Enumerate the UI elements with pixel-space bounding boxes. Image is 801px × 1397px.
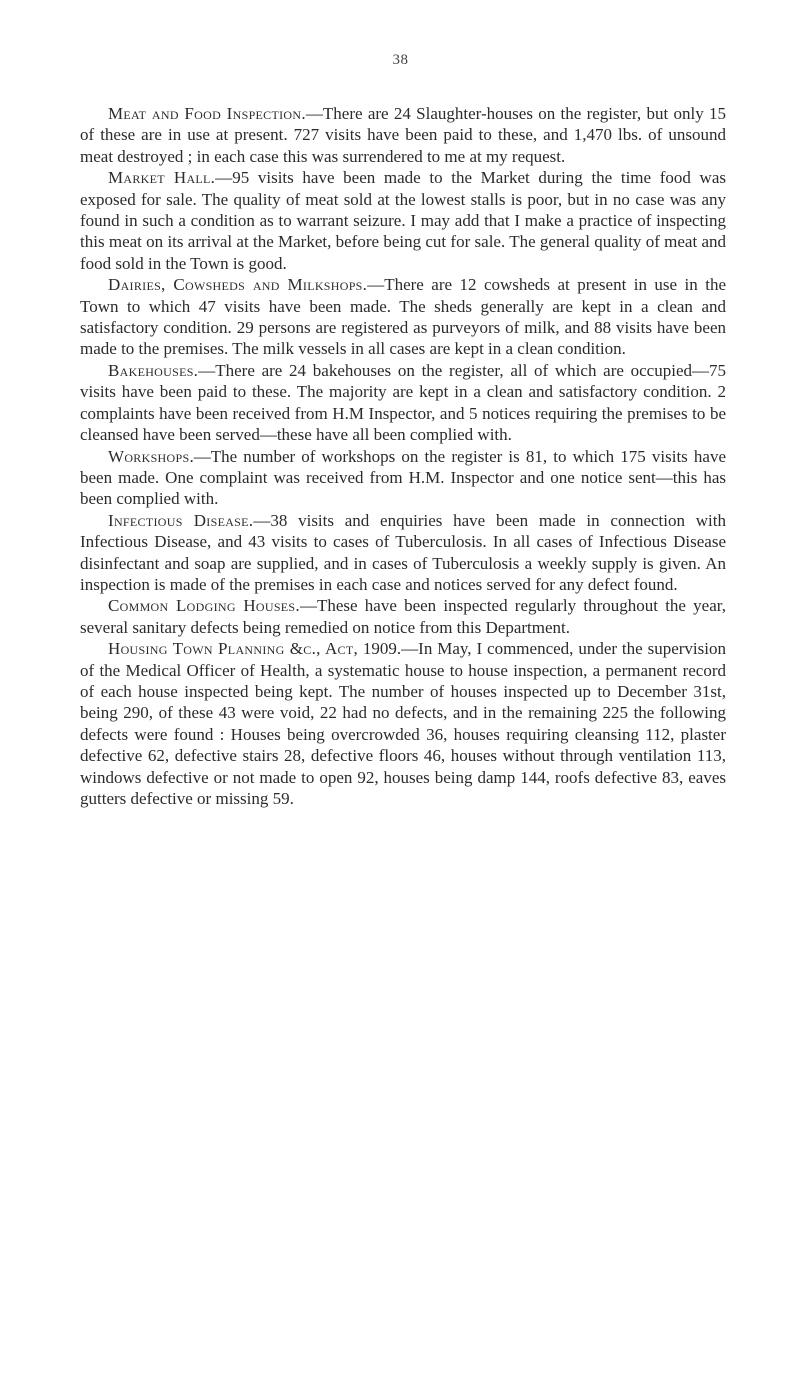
section-heading: Infectious Disease. xyxy=(108,510,254,530)
section-heading: Common Lodging Houses. xyxy=(108,596,300,616)
section-heading: Housing Town Planning &c., Act, xyxy=(108,639,359,659)
paragraph-common-lodging-houses xyxy=(80,595,726,638)
paragraph-text: —There are 24 Slaughter-houses on the register, but only 15 of these are in use at present. 727 visits have been paid to these, and 1,470 lbs. of unsound meat destroyed ; in each case this was surrendered to me at my request. xyxy=(80,104,726,166)
paragraph-text: —These have been inspected regularly throughout the year, several sanitary defects being remedied on notice from this Department. xyxy=(80,596,727,637)
paragraph-workshops xyxy=(80,446,726,510)
paragraph-market-hall xyxy=(80,167,726,274)
page-number: 38 xyxy=(392,52,409,68)
section-heading: Workshops xyxy=(108,446,190,466)
paragraph-dairies-cowsheds xyxy=(80,274,726,360)
paragraph-text: —There are 24 bakehouses on the register, all of which are occupied—75 visits have been paid to these. The majority are kept in a clean and satisfactory condition. 2 complaints have been received from H.M Inspector, and 5 notices requiring the premises to be cleansed have been served—these have all been complied with. xyxy=(80,360,726,445)
paragraph-text: 1909.—In May, I commenced, under the supervision of the Medical Officer of Health, a systematic house to house inspection, a permanent record of each house inspected being kept. The number of houses inspected up to December 31st, being 290, of these 43 were void, 22 had no defects, and in the remaining 225 the following defects were found : Houses being overcrowded 36, houses requiring cleansing 112, plaster defective 62, defective stairs 28, defective floors 46, houses without through ventilation 113, windows defective or not made to open 92, houses being damp 144, roofs defective 83, eaves gutters defective or missing 59. xyxy=(80,639,726,808)
body-text xyxy=(80,103,726,809)
paragraph-text: .—The number of workshops on the register is 81, to which 175 visits have been made. One complaint was received from H.M. Inspector and one notice sent—this has been complied with. xyxy=(80,446,726,509)
paragraph-text: —95 visits have been made to the Market during the time food was exposed for sale. The quality of meat sold at the lowest stalls is poor, but in no case was any found in such a condition as to warrant seizure. I may add that I make a practice of inspecting this meat on its arrival at the Market, before being cut for sale. The general quality of meat and food sold in the Town is good. xyxy=(80,168,726,273)
paragraph-housing-town-planning xyxy=(80,638,726,809)
paragraph-text: —38 visits and enquiries have been made in connection with Infectious Disease, and 43 visits to cases of Tuberculosis. In all cases of Infectious Disease disinfectant and soap are supplied, and in cases of Tuberculosis a weekly supply is given. An inspection is made of the premises in each case and notices served for any defect found. xyxy=(80,510,726,594)
section-heading: Market Hall. xyxy=(108,168,216,188)
section-heading: Bakehouses. xyxy=(108,360,199,380)
section-heading: Meat and Food Inspection. xyxy=(108,104,306,123)
section-heading: Dairies, Cowsheds and Milkshops. xyxy=(108,275,368,295)
paragraph-infectious-disease xyxy=(80,510,726,596)
paragraph-meat-food-inspection xyxy=(80,103,726,167)
paragraph-text: —There are 12 cowsheds at present in use in the Town to which 47 visits have been made. The sheds generally are kept in a clean and satisfactory condition. 29 persons are registered as purveyors of milk, and 88 visits have been made to the premises. The milk vessels in all cases are kept in a clean condition. xyxy=(80,275,726,359)
paragraph-bakehouses xyxy=(80,360,726,446)
